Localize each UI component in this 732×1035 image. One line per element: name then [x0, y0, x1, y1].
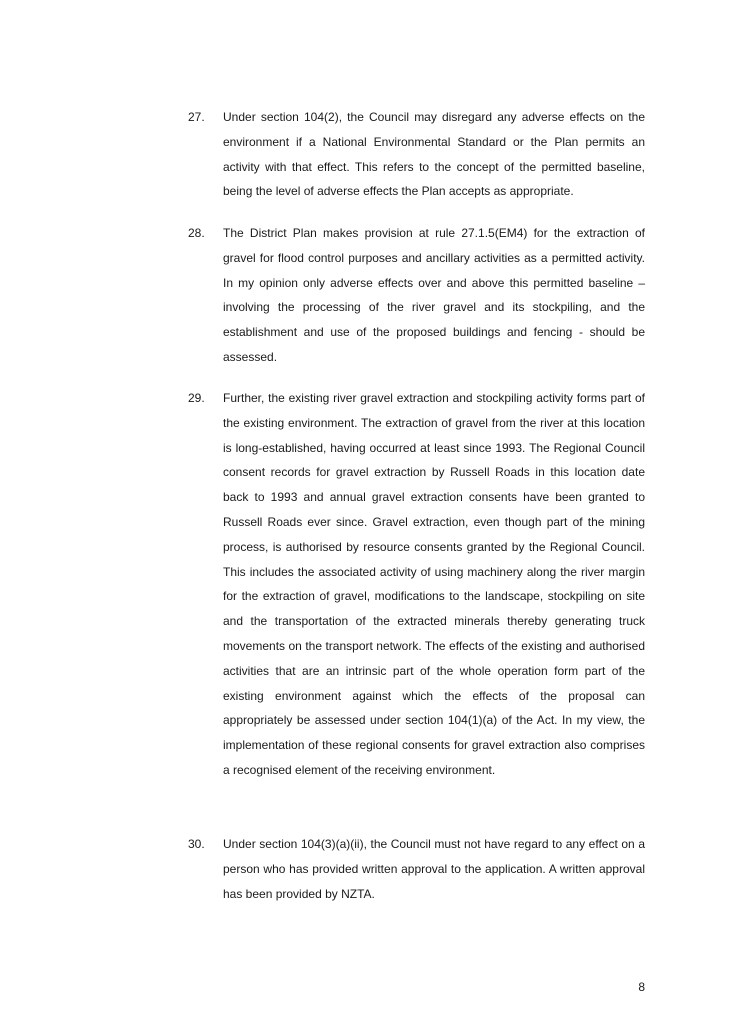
- paragraph-number: 28.: [188, 226, 205, 240]
- paragraph-text: The District Plan makes provision at rule 27.1.5(EM4) for the extraction of gravel for flood control purposes and ancillary activities as a permitted activity. In my opinion only adverse effects over and above this permitted baseline – involving the processing of the river gravel and its stockpiling, and the establishment and use of the proposed buildings and fencing - should be assessed.: [223, 226, 645, 364]
- page-number: 8: [638, 980, 645, 994]
- paragraph-number: 29.: [188, 391, 205, 405]
- paragraph-text: Under section 104(3)(a)(ii), the Council must not have regard to any effect on a person who has provided written approval to the application. A written approval has been provided by NZTA.: [223, 837, 645, 901]
- paragraph-text: Under section 104(2), the Council may disregard any adverse effects on the environment if a National Environmental Standard or the Plan permits an activity with that effect. This refers to the concept of the permitted baseline, being the level of adverse effects the Plan accepts as appropriate.: [223, 110, 645, 199]
- paragraph-text: Further, the existing river gravel extraction and stockpiling activity forms part of the existing environment. The extraction of gravel from the river at this location is long-established, having occurred at least since 1993. The Regional Council consent records for gravel extraction by Russell Roads in this location date back to 1993 and annual gravel extraction consents have been granted to Russell Roads ever since. Gravel extraction, even though part of the mining process, is authorised by resource consents granted by the Regional Council. This includes the associated activity of using machinery along the river margin for the extraction of gravel, modifications to the landscape, stockpiling on site and the transportation of the extracted minerals thereby generating truck movements on the transport network. The effects of the existing and authorised activities that are an intrinsic part of the whole operation form part of the existing environment against which the effects of the proposal can appropriately be assessed under section 104(1)(a) of the Act. In my view, the implementation of these regional consents for gravel extraction also comprises a recognised element of the receiving environment.: [223, 391, 645, 777]
- paragraph-number: 30.: [188, 837, 205, 851]
- paragraph-number: 27.: [188, 110, 205, 124]
